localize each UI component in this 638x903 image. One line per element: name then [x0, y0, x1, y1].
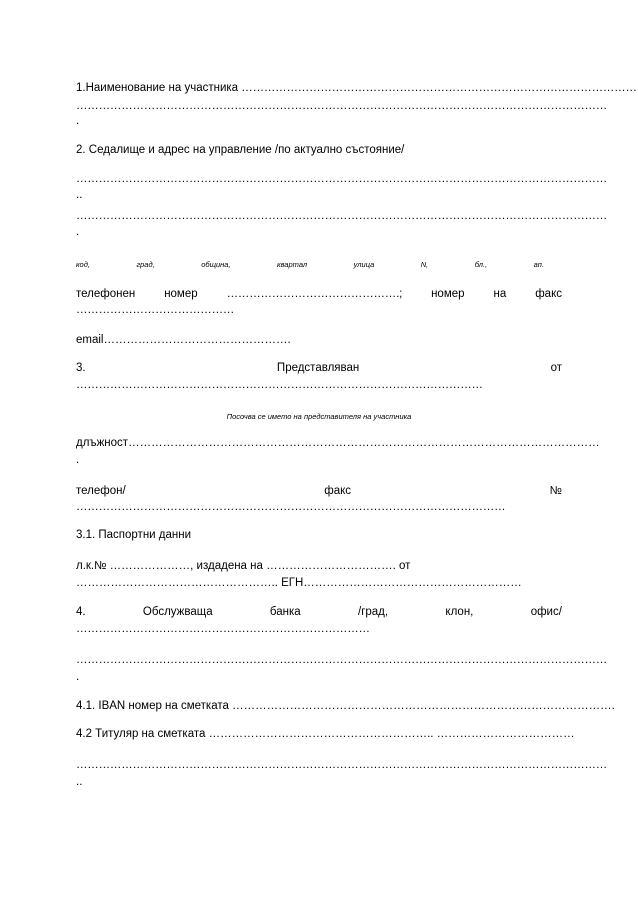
bank-office: офис/ [530, 606, 562, 618]
address-dots-2-end: . [76, 226, 80, 238]
bank-branch: клон, [445, 606, 474, 618]
representative-number: 3. [76, 362, 86, 374]
address-part-code: код, [76, 260, 90, 269]
bank-dots-2[interactable]: …………………………………………………………………………………………………………………………… [76, 654, 608, 666]
address-part-street: улица [353, 260, 375, 269]
address-dots-2[interactable]: …………………………………………………………………………………………………………………………… [76, 210, 608, 222]
fax-dots[interactable]: …………………………………… [76, 304, 235, 316]
position-line[interactable]: длъжност…………………………………………………………………………………………………………… [76, 437, 600, 449]
rep-phone-fax-row [76, 484, 562, 498]
phone-dots[interactable]: ……………………………………….; [226, 288, 403, 300]
email-line[interactable]: email…………………………………………. [76, 334, 291, 346]
fax-na-label: на [493, 288, 507, 300]
address-part-apartment: ап. [533, 260, 544, 269]
representative-row [76, 361, 562, 375]
participant-name-dots-2[interactable]: …………………………………………………………………………………………………………………………… [76, 100, 608, 112]
rep-phone-fax-dots[interactable]: …………………………………………………………………………………………………… [76, 501, 506, 513]
phone-fax-row [76, 287, 562, 301]
address-label: 2. Седалище и адрес на управление /по актуално състояние/ [76, 144, 405, 156]
participant-name-dots[interactable]: …………………………………………………………………………………………… [241, 82, 637, 94]
representative-dots[interactable]: ……………………………………………………………………………………………… [76, 379, 483, 391]
address-part-block: бл., [474, 260, 488, 269]
rep-fax-label: факс [324, 485, 352, 497]
address-dots-1-end: .. [76, 189, 83, 201]
bank-word: банка [269, 606, 301, 618]
final-dots[interactable]: …………………………………………………………………………………………………………………………… [76, 759, 608, 771]
phone-label: телефонен [76, 288, 136, 300]
passport-line-2[interactable]: …………………………………………….. ЕГН………………………………………………… [76, 577, 522, 589]
bank-dots-1[interactable]: …………………………………………………………………… [76, 623, 370, 635]
account-holder-line[interactable]: 4.2 Титуляр на сметката ………………………………………………….. ……………………………… [76, 728, 575, 740]
fax-label: факс [535, 288, 562, 300]
passport-line-1[interactable]: л.к.№ …………………, издадена на ……………………………. от [76, 560, 411, 572]
position-end: . [76, 454, 80, 466]
bank-row [76, 605, 562, 619]
participant-name-end: . [76, 115, 80, 127]
bank-dots-2-end: . [76, 671, 80, 683]
final-dots-end: .. [76, 776, 83, 788]
address-dots-1[interactable]: …………………………………………………………………………………………………………………………… [76, 173, 608, 185]
representative-ot: от [550, 362, 562, 374]
bank-city: /град, [358, 606, 389, 618]
representative-label: Представляван [276, 362, 360, 374]
rep-number-sign: № [549, 485, 562, 497]
phone-number-label: номер [164, 288, 198, 300]
address-part-city: град, [136, 260, 155, 269]
address-part-municipality: община, [201, 260, 231, 269]
iban-line[interactable]: 4.1. IBAN номер на сметката ………………………………………………………………………………………. [76, 700, 615, 712]
representative-hint: Посочва се името на представителя на участника [226, 412, 412, 421]
fax-number-label: номер [431, 288, 465, 300]
passport-label: 3.1. Паспортни данни [76, 529, 192, 541]
address-part-quarter: квартал [277, 260, 308, 269]
participant-name-label: 1.Наименование на участника [76, 82, 239, 94]
address-part-number: N, [420, 260, 429, 269]
bank-number: 4. [76, 606, 86, 618]
bank-label: Обслужваща [142, 606, 213, 618]
participant-name-line [76, 81, 637, 95]
rep-phone-label: телефон/ [76, 485, 126, 497]
address-parts-row [76, 258, 544, 272]
